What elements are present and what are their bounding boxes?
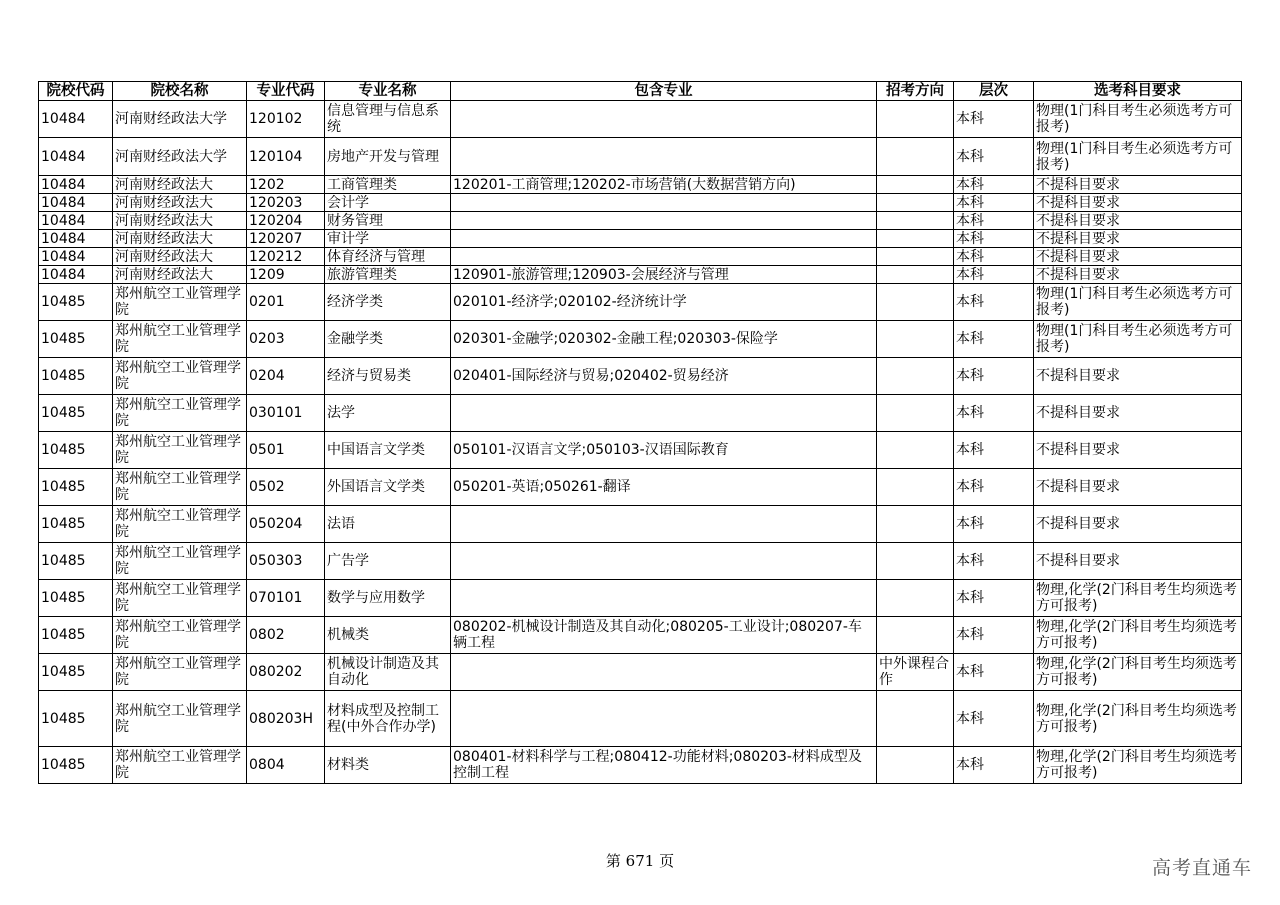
major-name-cell: 中国语言文学类 [325,432,451,469]
school-name-cell: 河南财经政法大 [113,266,247,284]
school-code-cell: 10485 [39,691,113,747]
level-cell: 本科 [954,230,1034,248]
major-name-cell: 法学 [325,395,451,432]
major-name-cell: 经济学类 [325,284,451,321]
direction-cell [877,248,954,266]
header-row [39,82,1242,101]
school-name-cell: 河南财经政法大 [113,212,247,230]
includes-cell [451,101,877,138]
school-name-cell: 河南财经政法大 [113,194,247,212]
table-row [39,266,1242,284]
requirements-cell: 不提科目要求 [1034,469,1242,506]
header-includes: 包含专业 [451,82,877,101]
direction-cell [877,176,954,194]
level-cell: 本科 [954,469,1034,506]
requirements-cell: 物理,化学(2门科目考生均须选考方可报考) [1034,617,1242,654]
table-row [39,691,1242,747]
major-code-cell: 070101 [247,580,325,617]
major-code-cell: 0501 [247,432,325,469]
table-row [39,432,1242,469]
direction-cell [877,395,954,432]
major-name-cell: 材料类 [325,747,451,784]
school-code-cell: 10484 [39,266,113,284]
includes-cell: 020301-金融学;020302-金融工程;020303-保险学 [451,321,877,358]
includes-cell [451,580,877,617]
major-name-cell: 旅游管理类 [325,266,451,284]
major-code-cell: 0203 [247,321,325,358]
major-code-cell: 0804 [247,747,325,784]
requirements-cell: 不提科目要求 [1034,176,1242,194]
school-code-cell: 10485 [39,617,113,654]
direction-cell [877,358,954,395]
requirements-cell: 物理,化学(2门科目考生均须选考方可报考) [1034,580,1242,617]
level-cell: 本科 [954,543,1034,580]
level-cell: 本科 [954,284,1034,321]
level-cell: 本科 [954,212,1034,230]
includes-cell: 020101-经济学;020102-经济统计学 [451,284,877,321]
level-cell: 本科 [954,248,1034,266]
level-cell: 本科 [954,580,1034,617]
school-code-cell: 10484 [39,194,113,212]
school-name-cell: 河南财经政法大学 [113,101,247,138]
includes-cell [451,212,877,230]
major-code-cell: 120203 [247,194,325,212]
major-name-cell: 材料成型及控制工程(中外合作办学) [325,691,451,747]
school-name-cell: 郑州航空工业管理学院 [113,691,247,747]
major-code-cell: 030101 [247,395,325,432]
school-name-cell: 河南财经政法大学 [113,138,247,176]
school-code-cell: 10484 [39,176,113,194]
direction-cell [877,212,954,230]
school-name-cell: 河南财经政法大 [113,230,247,248]
admission-table [38,81,1242,784]
direction-cell [877,101,954,138]
major-code-cell: 120104 [247,138,325,176]
direction-cell [877,266,954,284]
major-name-cell: 法语 [325,506,451,543]
table-row [39,101,1242,138]
includes-cell: 050101-汉语言文学;050103-汉语国际教育 [451,432,877,469]
major-code-cell: 1202 [247,176,325,194]
school-name-cell: 郑州航空工业管理学院 [113,284,247,321]
school-code-cell: 10485 [39,580,113,617]
direction-cell [877,747,954,784]
major-code-cell: 0201 [247,284,325,321]
requirements-cell: 物理(1门科目考生必须选考方可报考) [1034,321,1242,358]
includes-cell: 080401-材料科学与工程;080412-功能材料;080203-材料成型及控制工程 [451,747,877,784]
level-cell: 本科 [954,138,1034,176]
school-code-cell: 10484 [39,230,113,248]
table-row [39,248,1242,266]
level-cell: 本科 [954,321,1034,358]
major-name-cell: 机械设计制造及其自动化 [325,654,451,691]
requirements-cell: 不提科目要求 [1034,248,1242,266]
school-code-cell: 10485 [39,358,113,395]
direction-cell [877,543,954,580]
major-code-cell: 1209 [247,266,325,284]
major-name-cell: 房地产开发与管理 [325,138,451,176]
includes-cell [451,543,877,580]
direction-cell [877,194,954,212]
requirements-cell: 不提科目要求 [1034,266,1242,284]
table-row [39,747,1242,784]
includes-cell [451,194,877,212]
level-cell: 本科 [954,432,1034,469]
direction-cell [877,506,954,543]
table-row [39,230,1242,248]
school-name-cell: 河南财经政法大 [113,248,247,266]
major-code-cell: 120207 [247,230,325,248]
table-row [39,212,1242,230]
school-code-cell: 10485 [39,284,113,321]
direction-cell [877,284,954,321]
school-code-cell: 10484 [39,248,113,266]
includes-cell [451,691,877,747]
table-row [39,543,1242,580]
includes-cell [451,230,877,248]
major-name-cell: 审计学 [325,230,451,248]
level-cell: 本科 [954,747,1034,784]
major-name-cell: 外国语言文学类 [325,469,451,506]
header-level: 层次 [954,82,1034,101]
requirements-cell: 物理(1门科目考生必须选考方可报考) [1034,284,1242,321]
header-major-code: 专业代码 [247,82,325,101]
major-name-cell: 广告学 [325,543,451,580]
level-cell: 本科 [954,266,1034,284]
level-cell: 本科 [954,358,1034,395]
school-name-cell: 郑州航空工业管理学院 [113,747,247,784]
school-name-cell: 郑州航空工业管理学院 [113,580,247,617]
table-row [39,395,1242,432]
includes-cell [451,395,877,432]
major-code-cell: 080203H [247,691,325,747]
school-code-cell: 10484 [39,212,113,230]
school-name-cell: 郑州航空工业管理学院 [113,469,247,506]
table-row [39,654,1242,691]
school-name-cell: 郑州航空工业管理学院 [113,358,247,395]
requirements-cell: 不提科目要求 [1034,194,1242,212]
major-code-cell: 120204 [247,212,325,230]
major-code-cell: 120102 [247,101,325,138]
requirements-cell: 物理,化学(2门科目考生均须选考方可报考) [1034,747,1242,784]
table-row [39,138,1242,176]
major-name-cell: 财务管理 [325,212,451,230]
school-name-cell: 郑州航空工业管理学院 [113,654,247,691]
level-cell: 本科 [954,101,1034,138]
level-cell: 本科 [954,506,1034,543]
school-code-cell: 10485 [39,506,113,543]
includes-cell: 050201-英语;050261-翻译 [451,469,877,506]
requirements-cell: 不提科目要求 [1034,395,1242,432]
major-name-cell: 会计学 [325,194,451,212]
school-name-cell: 郑州航空工业管理学院 [113,321,247,358]
requirements-cell: 不提科目要求 [1034,358,1242,395]
direction-cell [877,138,954,176]
requirements-cell: 物理,化学(2门科目考生均须选考方可报考) [1034,654,1242,691]
requirements-cell: 不提科目要求 [1034,506,1242,543]
school-code-cell: 10485 [39,321,113,358]
table-row [39,194,1242,212]
level-cell: 本科 [954,617,1034,654]
school-name-cell: 河南财经政法大 [113,176,247,194]
direction-cell [877,617,954,654]
requirements-cell: 不提科目要求 [1034,212,1242,230]
table-row [39,580,1242,617]
direction-cell [877,321,954,358]
level-cell: 本科 [954,395,1034,432]
level-cell: 本科 [954,691,1034,747]
requirements-cell: 物理(1门科目考生必须选考方可报考) [1034,138,1242,176]
table-row [39,617,1242,654]
requirements-cell: 不提科目要求 [1034,543,1242,580]
major-name-cell: 经济与贸易类 [325,358,451,395]
header-major-name: 专业名称 [325,82,451,101]
includes-cell: 120201-工商管理;120202-市场营销(大数据营销方向) [451,176,877,194]
school-name-cell: 郑州航空工业管理学院 [113,617,247,654]
includes-cell [451,138,877,176]
requirements-cell: 不提科目要求 [1034,230,1242,248]
major-code-cell: 0802 [247,617,325,654]
major-name-cell: 信息管理与信息系统 [325,101,451,138]
major-name-cell: 金融学类 [325,321,451,358]
includes-cell: 020401-国际经济与贸易;020402-贸易经济 [451,358,877,395]
requirements-cell: 物理,化学(2门科目考生均须选考方可报考) [1034,691,1242,747]
major-name-cell: 机械类 [325,617,451,654]
school-code-cell: 10485 [39,469,113,506]
major-code-cell: 080202 [247,654,325,691]
direction-cell [877,469,954,506]
school-name-cell: 郑州航空工业管理学院 [113,506,247,543]
school-name-cell: 郑州航空工业管理学院 [113,543,247,580]
requirements-cell: 不提科目要求 [1034,432,1242,469]
includes-cell [451,248,877,266]
table-row [39,176,1242,194]
watermark: 高考直通车 [1151,857,1252,879]
table-row [39,358,1242,395]
direction-cell [877,691,954,747]
major-code-cell: 050303 [247,543,325,580]
major-code-cell: 120212 [247,248,325,266]
includes-cell: 120901-旅游管理;120903-会展经济与管理 [451,266,877,284]
header-requirements: 选考科目要求 [1034,82,1242,101]
includes-cell: 080202-机械设计制造及其自动化;080205-工业设计;080207-车辆工程 [451,617,877,654]
level-cell: 本科 [954,654,1034,691]
school-code-cell: 10484 [39,138,113,176]
major-name-cell: 工商管理类 [325,176,451,194]
header-school-name: 院校名称 [113,82,247,101]
table-row [39,284,1242,321]
major-name-cell: 体育经济与管理 [325,248,451,266]
school-code-cell: 10485 [39,432,113,469]
table-row [39,469,1242,506]
level-cell: 本科 [954,176,1034,194]
header-school-code: 院校代码 [39,82,113,101]
level-cell: 本科 [954,194,1034,212]
page-number: 第 671 页 [605,852,675,870]
direction-cell [877,230,954,248]
school-code-cell: 10485 [39,395,113,432]
table-row [39,321,1242,358]
includes-cell [451,506,877,543]
includes-cell [451,654,877,691]
school-code-cell: 10485 [39,654,113,691]
table-row [39,506,1242,543]
direction-cell: 中外课程合作 [877,654,954,691]
school-name-cell: 郑州航空工业管理学院 [113,395,247,432]
school-name-cell: 郑州航空工业管理学院 [113,432,247,469]
school-code-cell: 10485 [39,747,113,784]
major-code-cell: 0502 [247,469,325,506]
table-body [39,101,1242,784]
header-direction: 招考方向 [877,82,954,101]
direction-cell [877,432,954,469]
major-name-cell: 数学与应用数学 [325,580,451,617]
major-code-cell: 050204 [247,506,325,543]
school-code-cell: 10484 [39,101,113,138]
requirements-cell: 物理(1门科目考生必须选考方可报考) [1034,101,1242,138]
direction-cell [877,580,954,617]
school-code-cell: 10485 [39,543,113,580]
major-code-cell: 0204 [247,358,325,395]
